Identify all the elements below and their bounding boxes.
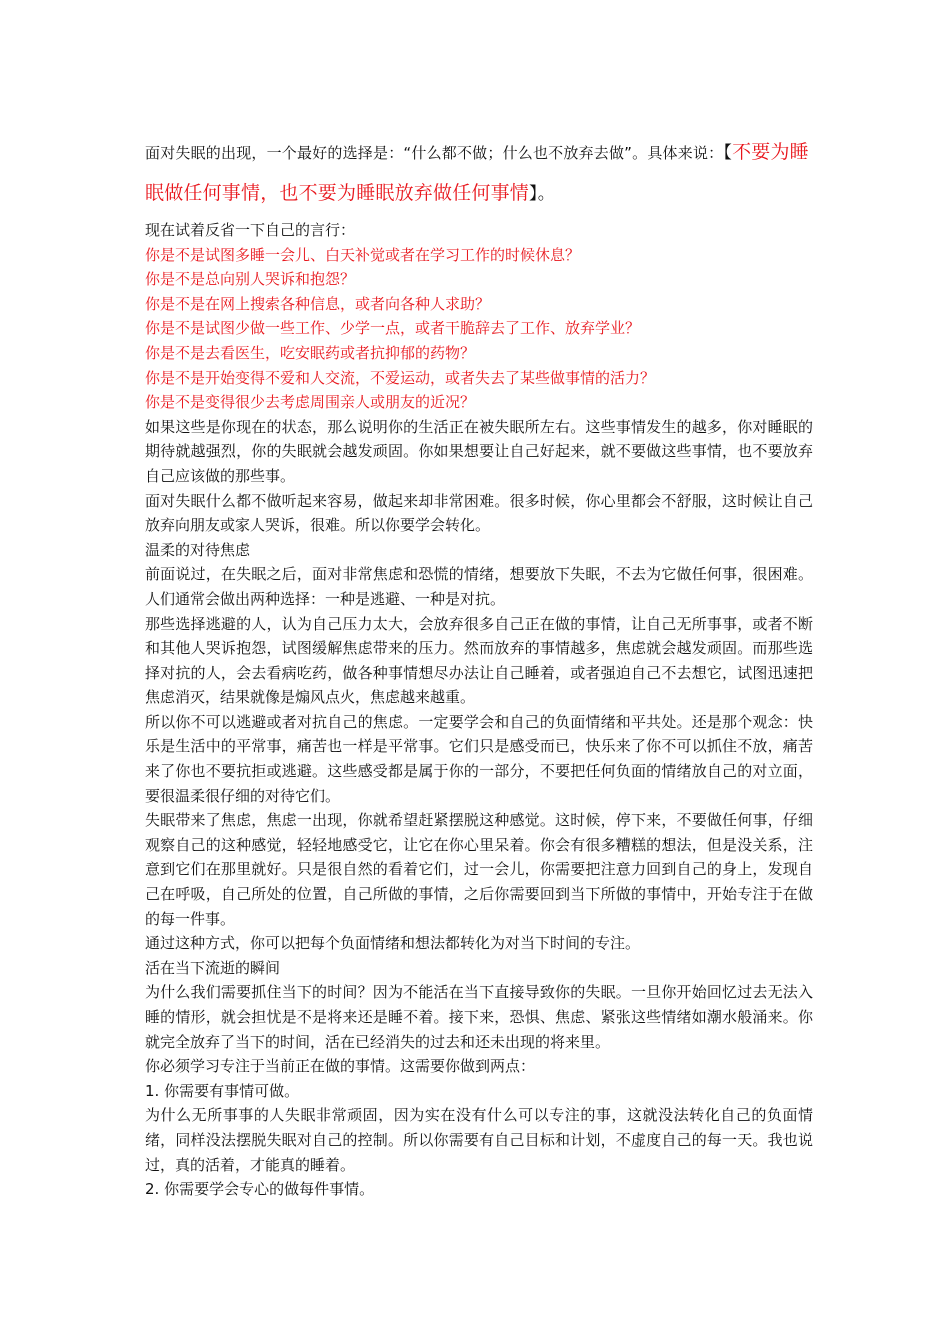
question-item: 你是不是在网上搜索各种信息，或者向各种人求助？	[145, 294, 491, 313]
body-paragraph: 为什么无所事事的人失眠非常顽固，因为实在没有什么可以专注的事，这就没法转化自己的负面情绪，同样没法摆脱失眠对自己的控制。所以你需要有自己目标和计划，不虚度自己的每一天。我也说过，真的活着，才能真的睡着。	[145, 1106, 813, 1174]
body-paragraph: 你必须学习专注于当前正在做的事情。这需要你做到两点：	[145, 1057, 536, 1076]
question-item: 你是不是试图少做一些工作、少学一点，或者干脆辞去了工作、放弃学业？	[145, 319, 641, 338]
body-paragraph: 通过这种方式，你可以把每个负面情绪和想法都转化为对当下时间的专注。	[145, 934, 641, 953]
question-item: 你是不是开始变得不爱和人交流，不爱运动，或者失去了某些做事情的活力？	[145, 368, 656, 387]
bracket-close: 】。	[529, 184, 555, 204]
question-item: 你是不是变得很少去考虑周围亲人或朋友的近况？	[145, 393, 476, 412]
question-item: 你是不是去看医生，吃安眠药或者抗抑郁的药物？	[145, 343, 476, 362]
body-paragraph: 前面说过，在失眠之后，面对非常焦虑和恐慌的情绪，想要放下失眠，不去为它做任何事，很困难。人们通常会做出两种选择：一种是逃避、一种是对抗。	[145, 565, 813, 608]
question-item: 你是不是试图多睡一会儿、白天补觉或者在学习工作的时候休息？	[145, 245, 581, 264]
body-paragraph: 所以你不可以逃避或者对抗自己的焦虑。一定要学会和自己的负面情绪和平共处。还是那个观念：快乐是生活中的平常事，痛苦也一样是平常事。它们只是感受而已，快乐来了你不可以抓住不放，痛苦来了你也不要抗拒或逃避。这些感受都是属于你的一部分，不要把任何负面的情绪放自己的对立面，要很温柔很仔细的对待它们。	[145, 712, 813, 805]
reflect-heading: 现在试着反省一下自己的言行：	[145, 221, 356, 239]
body-paragraph: 面对失眠什么都不做听起来容易，做起来却非常困难。很多时候，你心里都会不舒服，这时候让自己放弃向朋友或家人哭诉，很难。所以你要学会转化。	[145, 491, 813, 535]
bracket-open: 【	[723, 143, 733, 163]
body-paragraph: 如果这些是你现在的状态，那么说明你的生活正在被失眠所左右。这些事情发生的越多，你对睡眠的期待就越强烈，你的失眠就会越发顽固。你如果想要让自己好起来，就不要做这些事情，也不要放弃自己应该做的那些事。	[145, 417, 813, 485]
intro-emphasis: 不要为睡眠做任何事情，也不要为睡眠放弃做任何事情	[145, 141, 809, 204]
section-heading: 温柔的对待焦虑	[145, 540, 251, 559]
body-paragraph: 失眠带来了焦虑，焦虑一出现，你就希望赶紧摆脱这种感觉。这时候，停下来，不要做任何事，仔细观察自己的这种感觉，轻轻地感受它，让它在你心里呆着。你会有很多糟糕的想法，但是没关系，注意到它们在那里就好。只是很自然的看着它们，过一会儿，你需要把注意力回到自己的身上，发现自己在呼吸，自己所处的位置，自己所做的事情，之后你需要回到当下所做的事情中，开始专注于在做的每一件事。	[145, 811, 813, 928]
body-paragraph: 为什么我们需要抓住当下的时间？因为不能活在当下直接导致你的失眠。一旦你开始回忆过去无法入睡的情形，就会担忧是不是将来还是睡不着。接下来，恐惧、焦虑、紧张这些情绪如潮水般涌来。你就完全放弃了当下的时间，活在已经消失的过去和还未出现的将来里。	[145, 983, 813, 1051]
document-page	[145, 132, 813, 1202]
section-heading: 活在当下流逝的瞬间	[145, 958, 281, 977]
intro-paragraph	[145, 132, 813, 214]
intro-lead: 面对失眠的出现，一个最好的选择是：“什么都不做；什么也不放弃去做”。具体来说：	[145, 144, 724, 162]
question-item: 你是不是总向别人哭诉和抱怨？	[145, 270, 356, 289]
numbered-point: 2. 你需要学会专心的做每件事情。	[145, 1180, 375, 1199]
body-paragraph: 那些选择逃避的人，认为自己压力太大，会放弃很多自己正在做的事情，让自己无所事事，或者不断和其他人哭诉抱怨，试图缓解焦虑带来的压力。然而放弃的事情越多，焦虑就会越发顽固。而那些选择对抗的人，会去看病吃药，做各种事情想尽办法让自己睡着，或者强迫自己不去想它，试图迅速把焦虑消灭，结果就像是煽风点火，焦虑越来越重。	[145, 614, 813, 707]
numbered-point: 1. 你需要有事情可做。	[145, 1081, 300, 1100]
